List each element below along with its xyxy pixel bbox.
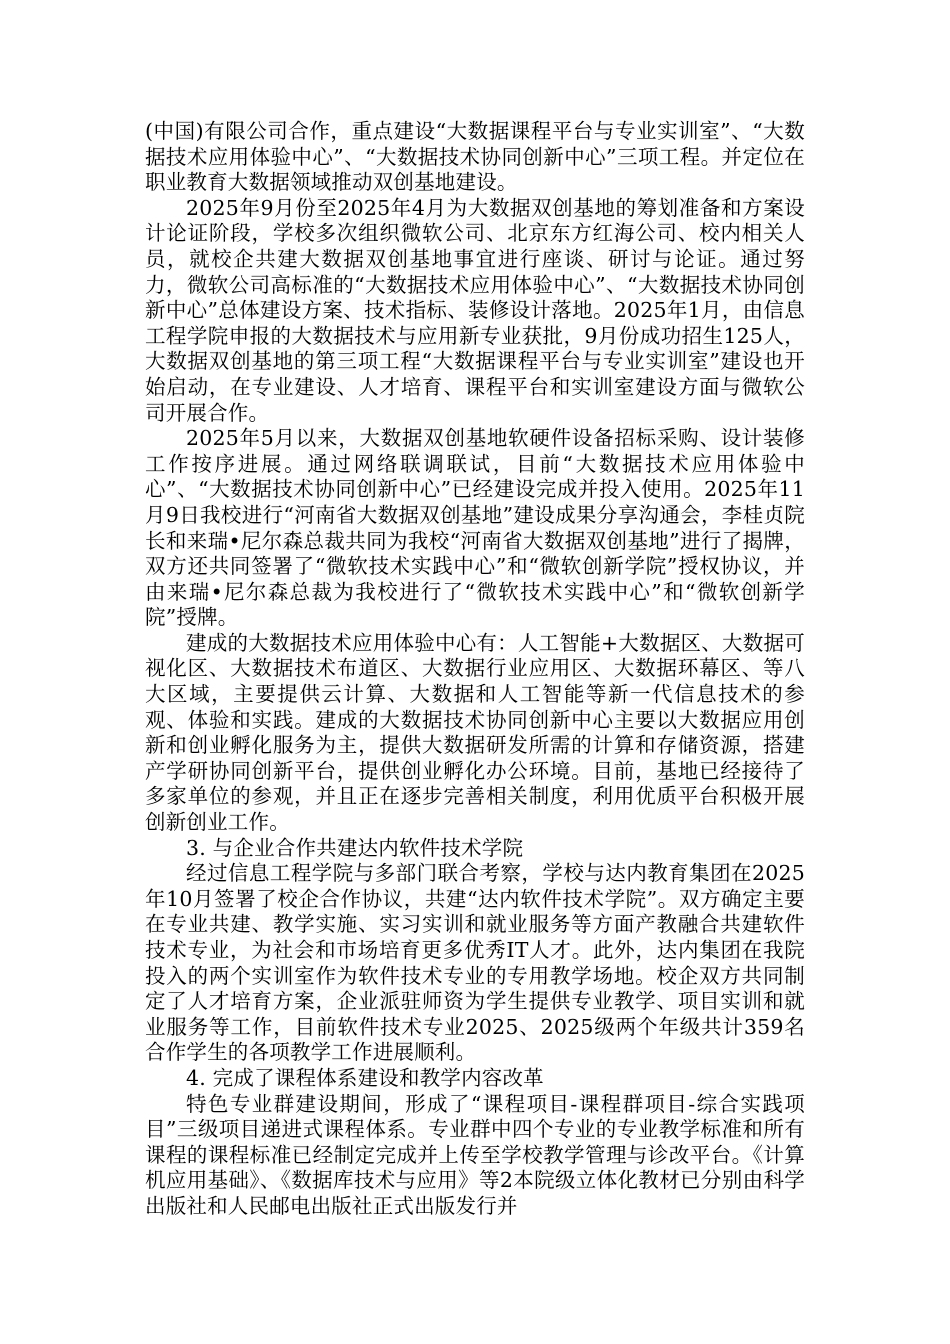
section-heading-3: 3. 与企业合作共建达内软件技术学院 <box>186 835 524 860</box>
section-heading-4: 4. 完成了课程体系建设和教学内容改革 <box>186 1065 544 1090</box>
paragraph-tarena-cooperation: 经过信息工程学院与多部门联合考察，学校与达内教育集团在2025年10月签署了校企合作协议，共建“达内软件技术学院”。双方确定主要在专业共建、教学实施、实习实训和就业服务等方面产教融合共建软件技术专业，为社会和市场培育更多优秀IT人才。此外，达内集团在我院投入的两个实训室作为软件技术专业的专用教学场地。校企双方共同制定了人才培育方案，企业派驻师资为学生提供专业教学、项目实训和就业服务等工作，目前软件技术专业2025、2025级两个年级共计359名合作学生的各项教学工作进展顺利。 <box>145 861 805 1065</box>
paragraph-construction-progress: 2025年5月以来，大数据双创基地软硬件设备招标采购、设计装修工作按序进展。通过网络联调联试，目前“大数据技术应用体验中心”、“大数据技术协同创新中心”已经建设完成并投入使用。2025年11月9日我校进行“河南省大数据双创基地”建设成果分享沟通会，李桂贞院长和来瑞•尼尔森总裁共同为我校“河南省大数据双创基地”进行了揭牌，双方还共同签署了“微软技术实践中心”和“微软创新学院”授权协议，并由来瑞•尼尔森总裁为我校进行了“微软技术实践中心”和“微软创新学院”授牌。 <box>145 426 805 630</box>
paragraph-curriculum-reform: 特色专业群建设期间，形成了“课程项目-课程群项目-综合实践项目”三级项目递进式课程体系。专业群中四个专业的专业教学标准和所有课程的课程标准已经制定完成并上传至学校教学管理与诊改平台。《计算机应用基础》、《数据库技术与应用》等2本院级立体化教材已分别由科学出版社和人民邮电出版社正式出版发行并 <box>145 1091 805 1218</box>
document-body <box>145 119 805 1220</box>
paragraph-center-description: 建成的大数据技术应用体验中心有：人工智能+大数据区、大数据可视化区、大数据技术布道区、大数据行业应用区、大数据环幕区、等八大区域，主要提供云计算、大数据和人工智能等新一代信息技术的参观、体验和实践。建成的大数据技术协同创新中心主要以大数据应用创新和创业孵化服务为主，提供大数据研发所需的计算和存储资源，搭建产学研协同创新平台，提供创业孵化办公环境。目前，基地已经接待了多家单位的参观，并且正在逐步完善相关制度，利用优质平台积极开展创新创业工作。 <box>145 630 805 835</box>
paragraph-planning-phase: 2025年9月份至2025年4月为大数据双创基地的筹划准备和方案设计论证阶段，学校多次组织微软公司、北京东方红海公司、校内相关人员，就校企共建大数据双创基地事宜进行座谈、研讨与论证。通过努力，微软公司高标准的“大数据技术应用体验中心”、“大数据技术协同创新中心”总体建设方案、技术指标、装修设计落地。2025年1月，由信息工程学院申报的大数据技术与应用新专业获批，9月份成功招生125人，大数据双创基地的第三项工程“大数据课程平台与专业实训室”建设也开始启动，在专业建设、人才培育、课程平台和实训室建设方面与微软公司开展合作。 <box>145 195 805 425</box>
paragraph-continuation: (中国)有限公司合作，重点建设“大数据课程平台与专业实训室”、“大数据技术应用体验中心”、“大数据技术协同创新中心”三项工程。并定位在职业教育大数据领域推动双创基地建设。 <box>145 119 805 195</box>
